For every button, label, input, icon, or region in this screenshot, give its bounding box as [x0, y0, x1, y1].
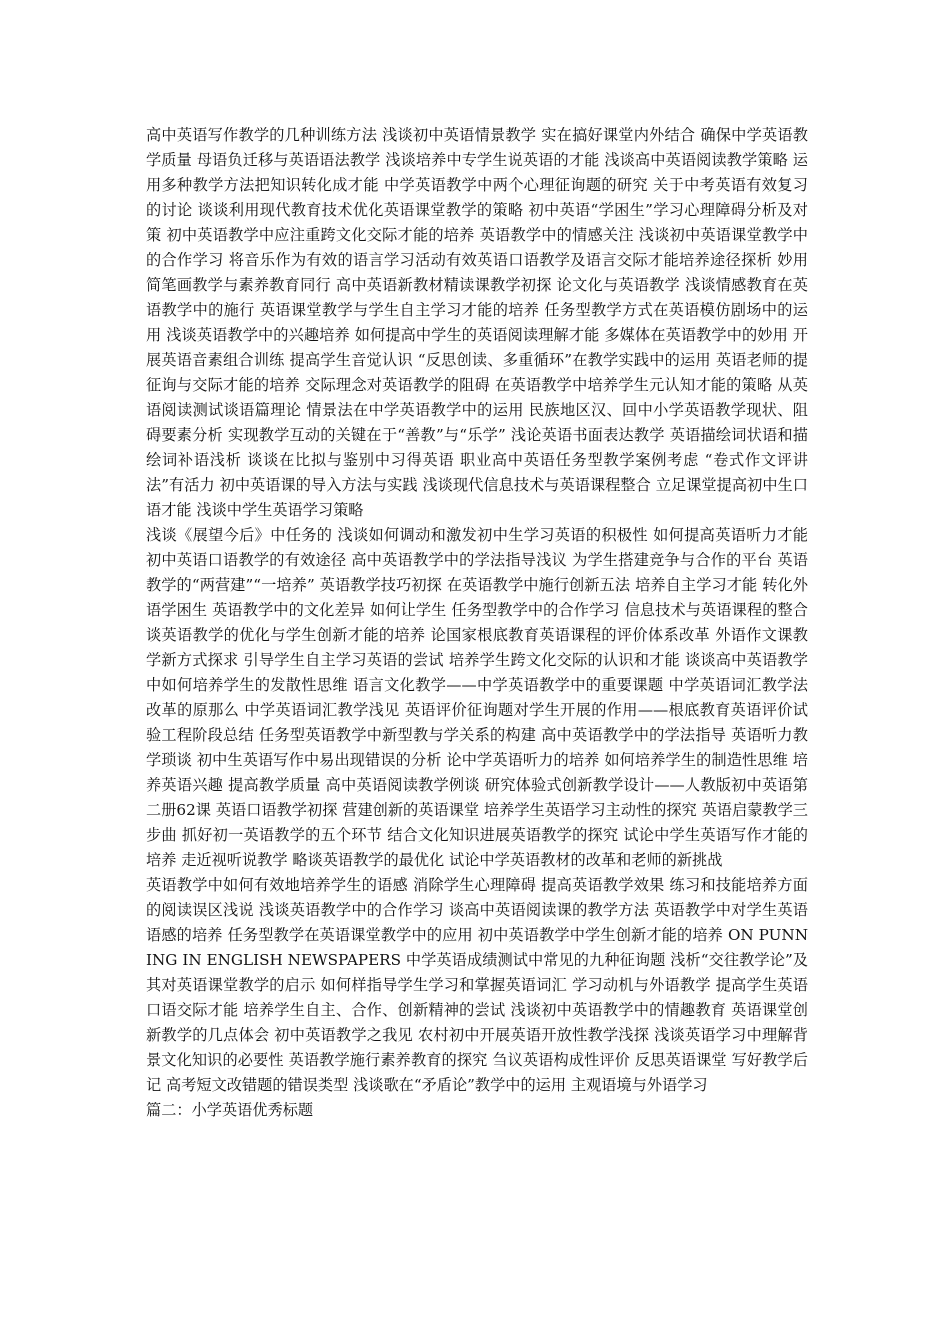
body-paragraph-2: 浅谈《展望今后》中任务的 浅谈如何调动和激发初中生学习英语的积极性 如何提高英语听力才能 初中英语口语教学的有效途径 高中英语教学中的学法指导浅议 为学生搭建竞争与合作的平台 英语教学的“两营建”“一培养” 英语教学技巧初探 在英语教学中施行创新五法 培养自主学习才能 转化外语学困生 英语教学中的文化差异 如何让学生 任务型教学中的合作学习 信息技术与英语课程的整合 谈英语教学的优化与学生创新才能的培养 论国家根底教育英语课程的评价体系改革 外语作文课教学新方式探求 引导学生自主学习英语的尝试 培养学生跨文化交际的认识和才能 谈谈高中英语教学中如何培养学生的发散性思维 语言文化教学——中学英语教学中的重要课题 中学英语词汇教学法改革的原那么 中学英语词汇教学浅见 英语评价征询题对学生开展的作用——根底教育英语评价试验工程阶段总结 任务型英语教学中新型教与学关系的构建 高中英语教学中的学法指导 英语听力教学琐谈 初中生英语写作中易出现错误的分析 论中学英语听力的培养 如何培养学生的制造性思维 培养英语兴趣 提高教学质量 高中英语阅读教学例谈 研究体验式创新教学设计——人教版初中英语第二册62课 英语口语教学初探 营建创新的英语课堂 培养学生英语学习主动性的探究 英语启蒙教学三步曲 抓好初一英语教学的五个环节 结合文化知识进展英语教学的探究 试论中学生英语写作才能的培养 走近视听说教学 略谈英语教学的最优化 试论中学英语教材的改革和老师的新挑战 — [146, 526, 808, 869]
section-heading: 篇二：小学英语优秀标题 — [146, 1101, 314, 1119]
body-paragraph-3: 英语教学中如何有效地培养学生的语感 消除学生心理障碍 提高英语教学效果 练习和技能培养方面的阅读误区浅说 浅谈英语教学中的合作学习 谈高中英语阅读课的教学方法 英语教学中对学生英语语感的培养 任务型教学在英语课堂教学中的应用 初中英语教学中学生创新才能的培养 ON PUNNING IN ENGLISH NEWSPAPERS 中学英语成绩测试中常见的九种征询题 浅析“交往教学论”及其对英语课堂教学的启示 如何样指导学生学习和掌握英语词汇 学习动机与外语教学 提高学生英语口语交际才能 培养学生自主、合作、创新精神的尝试 浅谈初中英语教学中的情趣教育 英语课堂创新教学的几点体会 初中英语教学之我见 农村初中开展英语开放性教学浅探 浅谈英语学习中理解背景文化知识的必要性 英语教学施行素养教育的探究 刍议英语构成性评价 反思英语课堂 写好教学后记 高考短文改错题的错误类型 浅谈歌在“矛盾论”教学中的运用 主观语境与外语学习 — [146, 876, 808, 1094]
document-page — [146, 123, 808, 1123]
body-paragraph-1: 高中英语写作教学的几种训练方法 浅谈初中英语情景教学 实在搞好课堂内外结合 确保中学英语教学质量 母语负迁移与英语语法教学 浅谈培养中专学生说英语的才能 浅谈高中英语阅读教学策略 运用多种教学方法把知识转化成才能 中学英语教学中两个心理征询题的研究 关于中考英语有效复习的讨论 谈谈利用现代教育技术优化英语课堂教学的策略 初中英语“学困生”学习心理障碍分析及对策 初中英语教学中应注重跨文化交际才能的培养 英语教学中的情感关注 浅谈初中英语课堂教学中的合作学习 将音乐作为有效的语言学习活动有效英语口语教学及语言交际才能培养途径探析 妙用简笔画教学与素养教育同行 高中英语新教材精读课教学初探 论文化与英语教学 浅谈情感教育在英语教学中的施行 英语课堂教学与学生自主学习才能的培养 任务型教学方式在英语模仿剧场中的运用 浅谈英语教学中的兴趣培养 如何提高中学生的英语阅读理解才能 多媒体在英语教学中的妙用 开展英语音素组合训练 提高学生音觉认识 “反思创读、多重循环”在教学实践中的运用 英语老师的提征询与交际才能的培养 交际理念对英语教学的阻碍 在英语教学中培养学生元认知才能的策略 从英语阅读测试谈语篇理论 情景法在中学英语教学中的运用 民族地区汉、回中小学英语教学现状、阻碍要素分析 实现教学互动的关键在于“善教”与“乐学” 浅论英语书面表达教学 英语描绘词状语和描绘词补语浅析 谈谈在比拟与鉴别中习得英语 职业高中英语任务型教学案例考虑 “卷式作文评讲法”有活力 初中英语课的导入方法与实践 浅谈现代信息技术与英语课程整合 立足课堂提高初中生口语才能 浅谈中学生英语学习策略 — [146, 126, 808, 519]
